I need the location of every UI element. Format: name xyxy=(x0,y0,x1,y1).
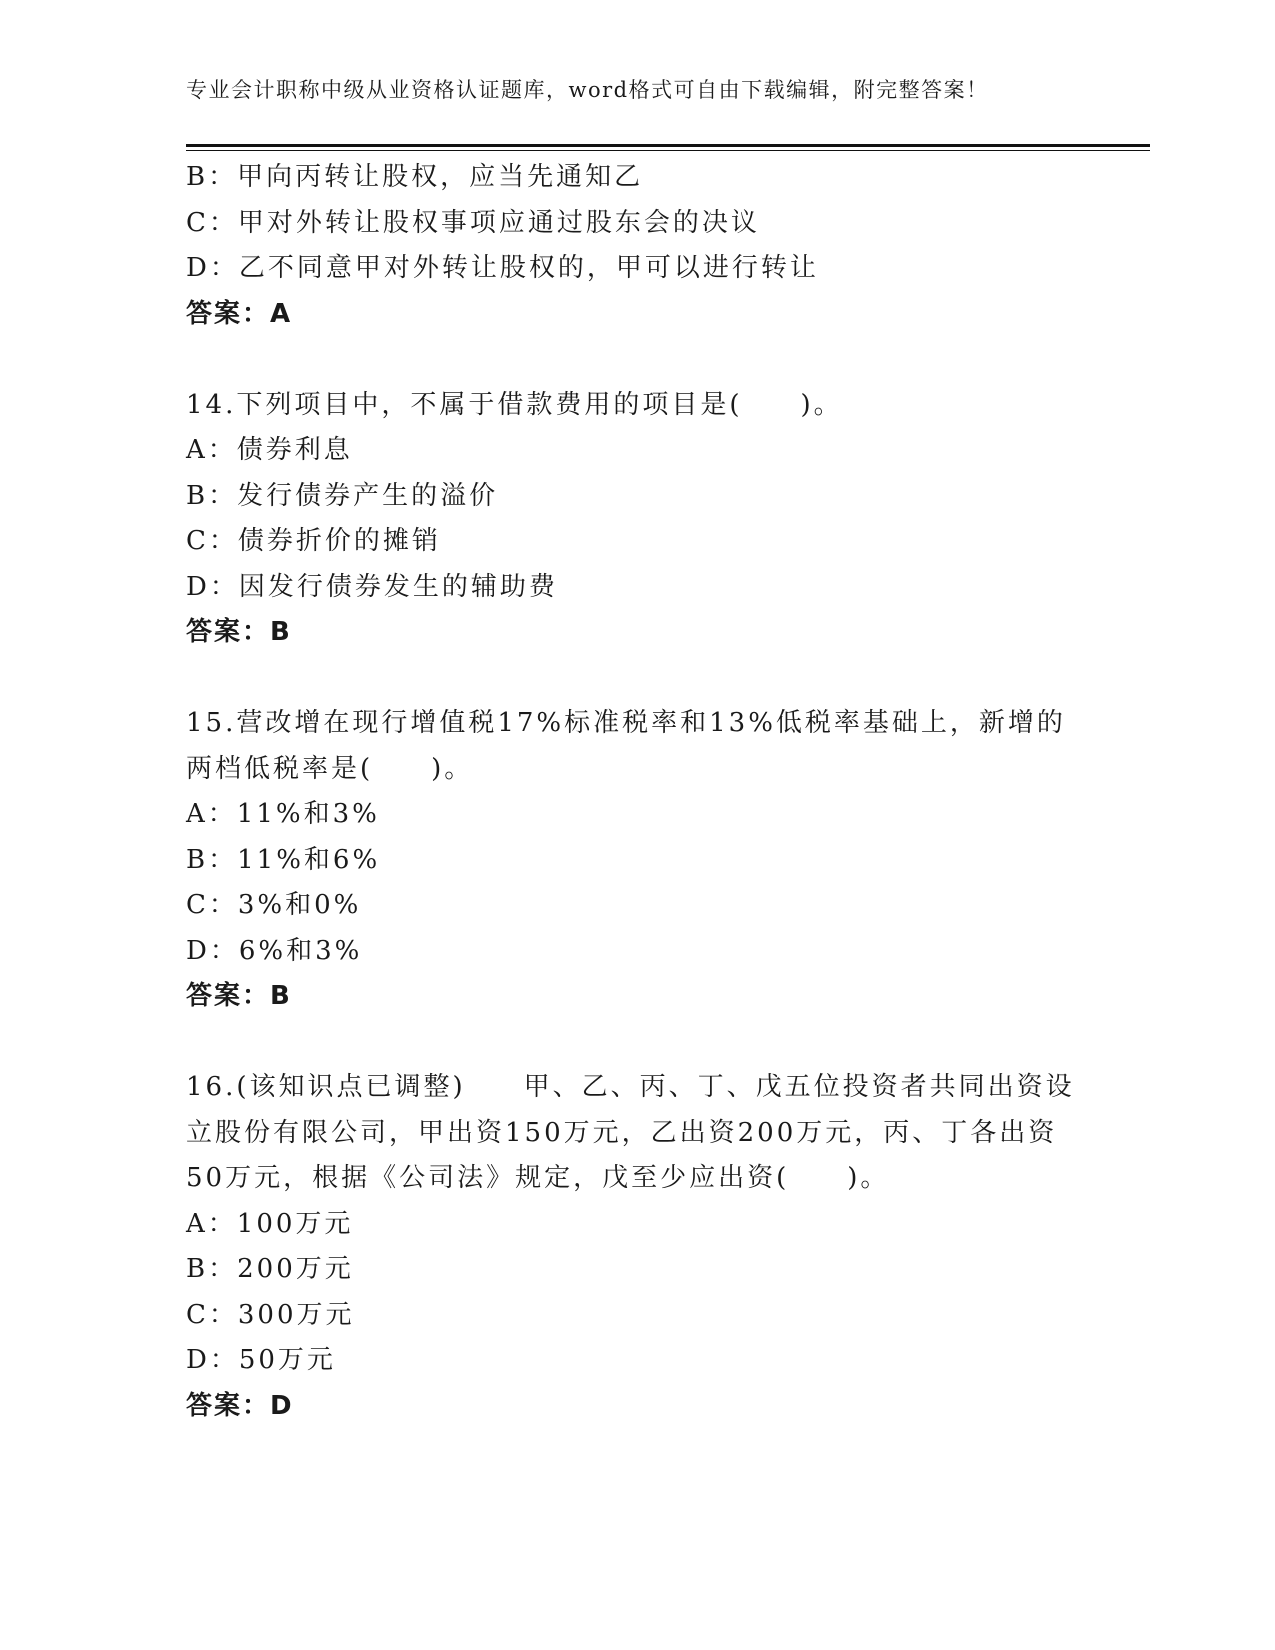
option-d: D：乙不同意甲对外转让股权的，甲可以进行转让 xyxy=(186,253,819,283)
question-13-continued xyxy=(186,155,1086,337)
option-d: D：50万元 xyxy=(186,1345,336,1375)
answer-line: 答案：B xyxy=(186,617,292,647)
question-stem-continued: 50万元，根据《公司法》规定，戊至少应出资( )。 xyxy=(186,1163,890,1193)
option-c: C：债券折价的摊销 xyxy=(186,526,441,556)
answer-line: 答案：D xyxy=(186,1390,294,1421)
option-c: C：3%和0% xyxy=(186,890,362,920)
question-16 xyxy=(186,1065,1086,1429)
question-stem: 14.下列项目中，不属于借款费用的项目是( )。 xyxy=(186,389,843,420)
header-divider xyxy=(186,144,1150,147)
option-b: B：11%和6% xyxy=(186,844,381,875)
answer-line: 答案：B xyxy=(186,981,292,1011)
option-b: B：200万元 xyxy=(186,1254,354,1284)
option-a: A：100万元 xyxy=(186,1208,354,1239)
question-stem: 16.(该知识点已调整) 甲、乙、丙、丁、戊五位投资者共同出资设 xyxy=(186,1072,1075,1102)
option-d: D：6%和3% xyxy=(186,935,363,966)
question-stem: 15.营改增在现行增值税17%标准税率和13%低税率基础上，新增的 xyxy=(186,708,1066,738)
question-15 xyxy=(186,701,1086,1020)
answer-line: 答案：A xyxy=(186,298,293,329)
question-stem-continued: 两档低税率是( )。 xyxy=(186,753,474,784)
option-d: D：因发行债券发生的辅助费 xyxy=(186,571,558,602)
option-b: B：发行债券产生的溢价 xyxy=(186,480,499,511)
option-c: C：甲对外转让股权事项应通过股东会的决议 xyxy=(186,207,760,238)
option-a: A：债券利息 xyxy=(186,435,353,465)
option-b: B：甲向丙转让股权，应当先通知乙 xyxy=(186,162,644,192)
question-content xyxy=(186,155,1086,1429)
option-a: A：11%和3% xyxy=(186,799,380,829)
option-c: C：300万元 xyxy=(186,1299,355,1330)
question-stem-continued: 立股份有限公司，甲出资150万元，乙出资200万元，丙、丁各出资 xyxy=(186,1117,1058,1148)
question-14 xyxy=(186,383,1086,656)
page-header: 专业会计职称中级从业资格认证题库，word格式可自由下载编辑，附完整答案！ xyxy=(186,78,989,102)
